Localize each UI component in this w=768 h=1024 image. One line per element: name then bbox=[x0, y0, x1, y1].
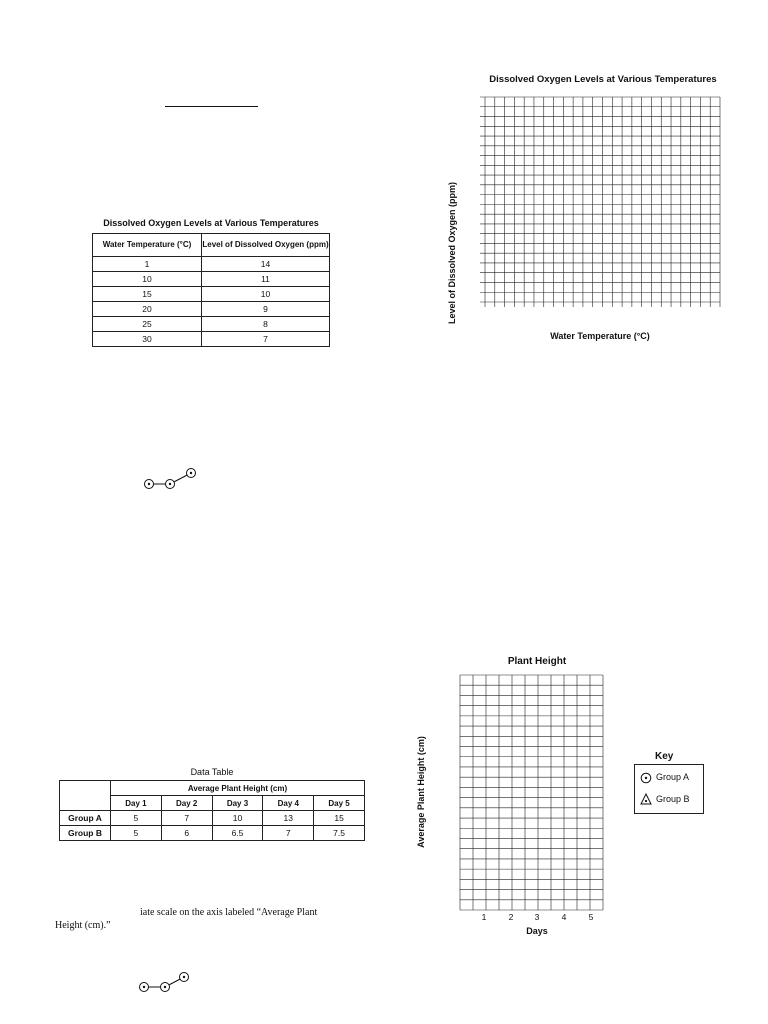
triangle-dot-icon bbox=[640, 793, 652, 805]
x-tick-label: 2 bbox=[508, 912, 514, 922]
x-tick-label: 5 bbox=[588, 912, 594, 922]
oxygen-graph-ylabel: Level of Dissolved Oxygen (ppm) bbox=[447, 181, 457, 325]
table-cell: 6.5 bbox=[212, 826, 263, 841]
table-cell: 5 bbox=[111, 826, 162, 841]
plant-graph-grid bbox=[460, 675, 603, 910]
column-header-day: Day 3 bbox=[212, 796, 263, 811]
oxygen-graph-xlabel: Water Temperature (°C) bbox=[550, 331, 650, 341]
group-header: Average Plant Height (cm) bbox=[111, 781, 365, 796]
x-tick-label: 3 bbox=[534, 912, 540, 922]
column-header-day: Day 2 bbox=[161, 796, 212, 811]
plant-graph-xlabel: Days bbox=[526, 926, 548, 936]
oxygen-graph-grid bbox=[480, 97, 720, 307]
column-header-oxygen: Level of Dissolved Oxygen (ppm) bbox=[202, 234, 330, 257]
oxygen-blank-graph bbox=[440, 68, 740, 348]
plant-data-table bbox=[59, 780, 365, 841]
column-header-day: Day 1 bbox=[111, 796, 162, 811]
table-cell: 25 bbox=[93, 317, 202, 332]
table-row bbox=[60, 826, 365, 841]
table-cell: 9 bbox=[202, 302, 330, 317]
connected-points-icon bbox=[135, 968, 197, 996]
key-title: Key bbox=[655, 751, 674, 762]
table-cell: 15 bbox=[93, 287, 202, 302]
column-header-day: Day 5 bbox=[314, 796, 365, 811]
table-cell: 10 bbox=[212, 811, 263, 826]
table-corner-cell bbox=[60, 781, 111, 811]
row-label: Group A bbox=[60, 811, 111, 826]
plant-graph-title: Plant Height bbox=[507, 656, 567, 667]
legend-group-b: Group B bbox=[656, 794, 690, 804]
x-tick-label: 1 bbox=[481, 912, 487, 922]
oxygen-graph-title: Dissolved Oxygen Levels at Various Temperatures bbox=[489, 74, 717, 85]
table-cell: 5 bbox=[111, 811, 162, 826]
instruction-text-line2: Height (cm).” bbox=[55, 920, 111, 931]
table-cell: 7 bbox=[202, 332, 330, 347]
table-cell: 7 bbox=[161, 811, 212, 826]
legend-group-a: Group A bbox=[656, 772, 690, 782]
answer-blank-line bbox=[165, 106, 258, 107]
table-cell: 1 bbox=[93, 257, 202, 272]
table-row bbox=[93, 272, 330, 287]
table-cell: 10 bbox=[93, 272, 202, 287]
table-row bbox=[93, 302, 330, 317]
connected-points-icon bbox=[140, 465, 202, 493]
legend-box bbox=[634, 764, 704, 814]
table-row bbox=[93, 332, 330, 347]
table-cell: 7.5 bbox=[314, 826, 365, 841]
oxygen-table-caption: Dissolved Oxygen Levels at Various Temperatures bbox=[103, 218, 319, 228]
table-cell: 10 bbox=[202, 287, 330, 302]
x-tick-label: 4 bbox=[561, 912, 567, 922]
column-header-day: Day 4 bbox=[263, 796, 314, 811]
table-cell: 20 bbox=[93, 302, 202, 317]
table-cell: 11 bbox=[202, 272, 330, 287]
table-cell: 15 bbox=[314, 811, 365, 826]
plant-table-caption: Data Table bbox=[190, 767, 234, 777]
table-row bbox=[93, 257, 330, 272]
table-cell: 30 bbox=[93, 332, 202, 347]
table-row bbox=[93, 317, 330, 332]
table-cell: 13 bbox=[263, 811, 314, 826]
table-cell: 8 bbox=[202, 317, 330, 332]
oxygen-data-table bbox=[92, 233, 330, 347]
row-label: Group B bbox=[60, 826, 111, 841]
column-header-temperature: Water Temperature (°C) bbox=[93, 234, 202, 257]
circle-dot-icon bbox=[640, 772, 652, 784]
table-row bbox=[60, 811, 365, 826]
plant-graph-ylabel: Average Plant Height (cm) bbox=[416, 736, 426, 848]
table-cell: 7 bbox=[263, 826, 314, 841]
instruction-text-line1: iate scale on the axis labeled “Average Plant bbox=[140, 907, 318, 918]
table-cell: 14 bbox=[202, 257, 330, 272]
table-cell: 6 bbox=[161, 826, 212, 841]
table-row bbox=[93, 287, 330, 302]
